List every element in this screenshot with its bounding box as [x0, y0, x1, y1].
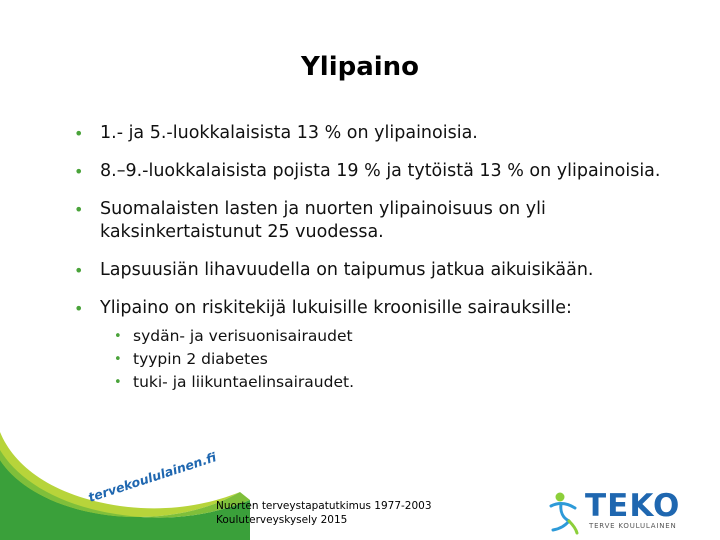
bullet-marker: • [74, 200, 84, 219]
sub-bullet-text: tuki- ja liikuntaelinsairaudet. [133, 373, 355, 391]
teko-figure-icon [545, 490, 585, 534]
sub-list-item [114, 325, 674, 348]
sub-list-item [114, 371, 674, 394]
list-item [74, 122, 674, 145]
sub-bullet-text: tyypin 2 diabetes [133, 350, 268, 368]
source-line: Kouluterveyskysely 2015 [216, 514, 348, 526]
page-title: Ylipaino [300, 52, 420, 82]
bullet-list [74, 122, 674, 409]
left-logo-text: tervekoululainen.fi [86, 449, 219, 505]
teko-logo [545, 490, 695, 534]
bullet-text: 8.–9.-luokkalaisista pojista 19 % ja tytöistä 13 % on ylipainoisia. [100, 161, 661, 181]
list-item [74, 259, 674, 282]
sub-bullet-list [114, 325, 674, 394]
source-note [216, 499, 432, 527]
bullet-text: Ylipaino on riskitekijä lukuisille kroonisille sairauksille: [100, 298, 572, 318]
list-item [74, 297, 674, 394]
tervekoululainen-logo [84, 449, 219, 512]
teko-tagline: TERVE KOULULAINEN [589, 522, 677, 530]
sub-list-item [114, 348, 674, 371]
bullet-marker: • [74, 299, 84, 318]
sub-bullet-text: sydän- ja verisuonisairaudet [133, 327, 353, 345]
source-line: Nuorten terveystapatutkimus 1977-2003 [216, 500, 432, 512]
bullet-marker: • [114, 375, 122, 390]
bullet-marker: • [74, 261, 84, 280]
list-item [74, 198, 674, 244]
bullet-marker: • [74, 124, 84, 143]
bullet-marker: • [74, 162, 84, 181]
bullet-marker: • [114, 329, 122, 344]
bullet-text: Lapsuusiän lihavuudella on taipumus jatkua aikuisikään. [100, 260, 594, 280]
bullet-text: Suomalaisten lasten ja nuorten ylipainoisuus on yli kaksinkertaistunut 25 vuodessa. [100, 199, 546, 242]
list-item [74, 160, 674, 183]
bullet-marker: • [114, 352, 122, 367]
bullet-text: 1.- ja 5.-luokkalaisista 13 % on ylipainoisia. [100, 123, 478, 143]
teko-wordmark: TEKO [585, 488, 681, 524]
